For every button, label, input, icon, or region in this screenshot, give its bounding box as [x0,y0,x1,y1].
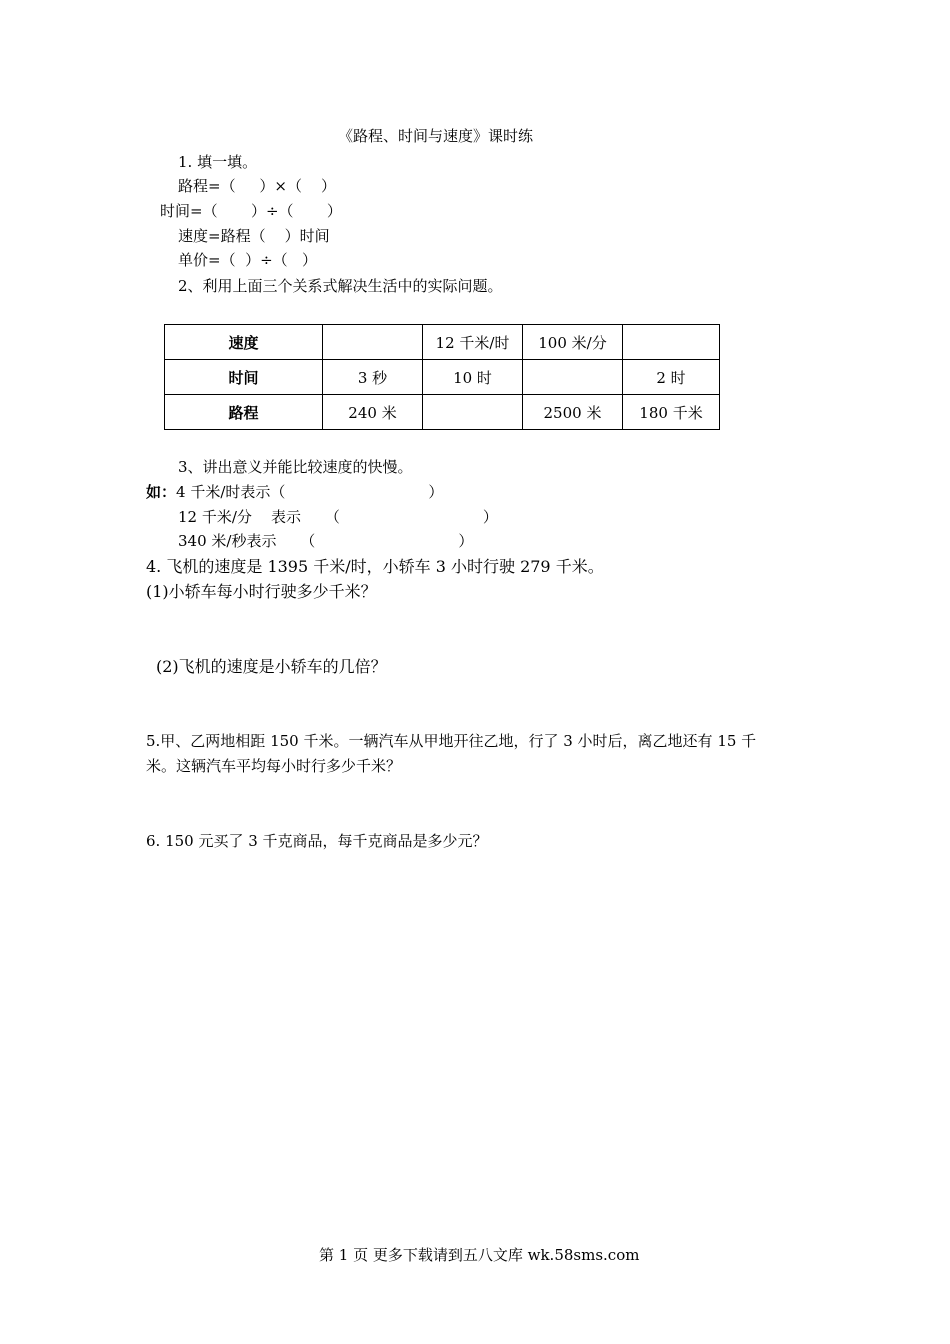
table-cell [423,395,523,430]
table-cell: 180 千米 [623,395,720,430]
table-cell: 3 秒 [323,360,423,395]
q3-line-3: 340 米/秒表示 （ ） [178,532,474,550]
q1-heading: 1. 填一填。 [178,153,258,171]
row-label-distance: 路程 [165,395,323,430]
table-cell: 240 米 [323,395,423,430]
table-cell: 2 时 [623,360,720,395]
q3-line-2: 12 千米/分 表示 （ ） [178,508,498,526]
q3-line-1: 4 千米/时表示（ ） [176,483,444,501]
table-cell [323,325,423,360]
page-title: 《路程、时间与速度》课时练 [338,127,534,145]
q1-line-speed: 速度=路程（ ）时间 [178,227,330,245]
q1-line-time: 时间=（ ）÷（ ） [160,202,342,220]
q5-line-2: 米。这辆汽车平均每小时行多少千米？ [146,757,402,775]
q4-stem: 4. 飞机的速度是 1395 千米/时，小轿车 3 小时行驶 279 千米。 [146,557,604,576]
table-cell [523,360,623,395]
q3-example-line [146,485,443,500]
q5-line-1: 5.甲、乙两地相距 150 千米。一辆汽车从甲地开往乙地，行了 3 小时后，离乙地还有 15 千 [146,732,757,750]
q4-sub-question-1: (1)小轿车每小时行驶多少千米？ [146,582,377,601]
example-prefix: 如： [146,483,177,501]
q6-text: 6. 150 元买了 3 千克商品，每千克商品是多少元？ [146,832,488,850]
table-row [165,325,720,360]
row-label-speed: 速度 [165,325,323,360]
row-label-time: 时间 [165,360,323,395]
q2-heading: 2、利用上面三个关系式解决生活中的实际问题。 [178,277,503,295]
table-cell: 10 时 [423,360,523,395]
table-cell [623,325,720,360]
table-cell: 100 米/分 [523,325,623,360]
table-cell: 2500 米 [523,395,623,430]
q4-sub-question-2: (2)飞机的速度是小轿车的几倍？ [156,657,387,676]
table-cell: 12 千米/时 [423,325,523,360]
page-footer: 第 1 页 更多下载请到五八文库 wk.58sms.com [319,1246,640,1264]
q3-heading: 3、讲出意义并能比较速度的快慢。 [178,458,413,476]
table-row [165,395,720,430]
q1-line-distance: 路程=（ ）×（ ） [178,177,337,195]
table-row [165,360,720,395]
speed-time-distance-table [164,324,720,430]
q1-line-unit-price: 单价=（ ）÷（ ） [178,251,317,269]
